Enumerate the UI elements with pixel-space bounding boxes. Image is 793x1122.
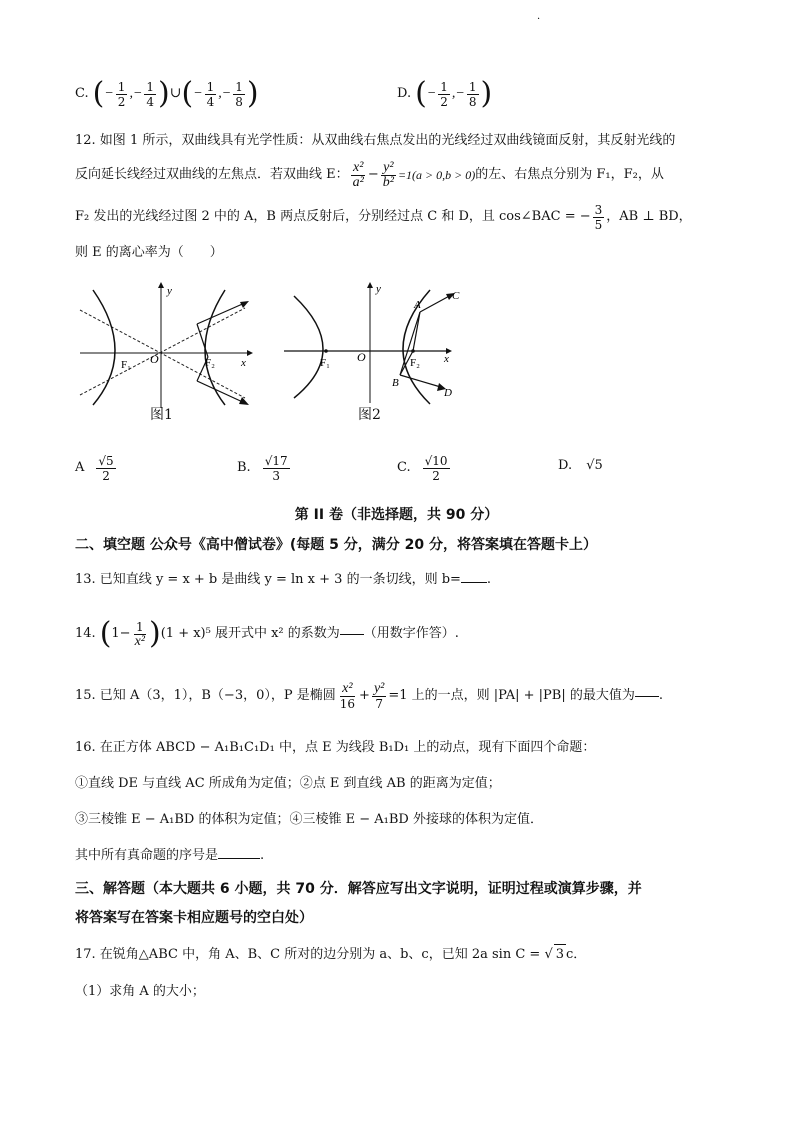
equation-rest: =1(a > 0,b > 0) xyxy=(397,168,476,182)
q12-line-3 xyxy=(75,200,692,234)
q13-text: 13. 已知直线 y = x + b 是曲线 y = ln x + 3 的一条切线，则 b= xyxy=(75,572,461,587)
answer-blank xyxy=(340,634,364,635)
q12-line-4: 则 E 的离心率为（ ） xyxy=(75,245,223,260)
sqrt-value: 3 xyxy=(554,944,566,965)
option-label: D. xyxy=(558,458,573,473)
fraction: $\frac{√17}{3}$ xyxy=(264,453,288,483)
text: ，AB ⊥ BD， xyxy=(606,209,692,224)
fraction: $\frac{√5}{2}$ xyxy=(98,453,114,483)
q17-part-1: （1）求角 A 的大小； xyxy=(75,984,205,999)
figure-2 xyxy=(280,278,460,408)
option-label: C. xyxy=(397,460,411,475)
term: ,− xyxy=(129,86,143,101)
fig1-f2: F₂ xyxy=(205,357,215,369)
q12-line-2 xyxy=(75,158,664,192)
q15-text-post: =1 上的一点，则 |PA| + |PB| 的最大值为 xyxy=(388,688,635,703)
union: ∪ xyxy=(169,86,182,101)
q16-line-3: ③三棱锥 E − A₁BD 的体积为定值；④三棱锥 E − A₁BD 外接球的体积为定值． xyxy=(75,812,543,827)
fraction: $\frac{1}{2}$ xyxy=(440,79,448,109)
fig2-x-label: x xyxy=(444,353,449,365)
fraction: $\frac{1}{8}$ xyxy=(468,79,477,109)
figure-1 xyxy=(75,280,255,410)
fig2-d: D xyxy=(444,387,452,399)
fig1-f1: F₁ xyxy=(121,359,131,371)
fraction: $\frac{3}{5}$ xyxy=(594,202,603,232)
answer-blank xyxy=(218,858,260,859)
fraction: $\frac{\text{y²}}{\text{b²}}$ xyxy=(382,159,394,190)
text: 的左、右焦点分别为 F₁，F₂，从 xyxy=(475,167,664,182)
fig1-origin: O xyxy=(150,352,159,366)
q16-line-2: ①直线 DE 与直线 AC 所成角为定值；②点 E 到直线 AB 的距离为定值； xyxy=(75,776,501,791)
answer-blank xyxy=(461,582,487,583)
fraction: $\frac{1}{\text{x²}}$ xyxy=(134,619,145,649)
fig1-asymptote xyxy=(80,308,245,395)
q14: 14. ( 1− $\frac{1}{\text{x²}}$ ) (1 + x)⁵ 展开式中 x² 的系数为 （用数字作答）. xyxy=(75,616,459,651)
fig1-caption: 图1 xyxy=(150,407,173,423)
q17: 17. 在锐角△ABC 中，角 A、B、C 所对的边分别为 a、b、c，已知 2a sin C = √ 3 c． xyxy=(75,944,586,965)
fig2-y-label: y xyxy=(376,283,381,295)
q12-option-d xyxy=(558,456,603,476)
fig2-caption: 图2 xyxy=(358,407,381,423)
q12-option-b xyxy=(237,446,292,490)
fig2-origin: O xyxy=(357,350,366,364)
fig1-asymptote xyxy=(80,310,245,398)
option-label: D. xyxy=(397,86,412,101)
fraction: $\frac{1}{2}$ xyxy=(117,79,126,109)
q14-term: 1− xyxy=(111,626,131,641)
section-title: 第 II 卷（非选择题，共 90 分） xyxy=(294,507,499,523)
page-mark: · xyxy=(537,14,541,25)
fig1-right-branch xyxy=(205,290,225,405)
q17-text: 17. 在锐角△ABC 中，角 A、B、C 所对的边分别为 a、b、c，已知 2a sin C = xyxy=(75,947,545,962)
fig2-c: C xyxy=(452,290,460,302)
q16-text: 其中所有真命题的序号是 xyxy=(75,848,219,863)
term: ,− xyxy=(451,86,465,101)
q14-end: （用数字作答）. xyxy=(363,626,459,641)
text: F₂ 发出的光线经过图 2 中的 A，B 两点反射后，分别经过点 C 和 D，且 cos∠BAC = − xyxy=(75,209,591,224)
solve-heading-1: 三、解答题（本大题共 6 小题，共 70 分．解答应写出文字说明，证明过程或演算步骤，并 xyxy=(75,881,642,897)
q16-line-1: 16. 在正方体 ABCD − A₁B₁C₁D₁ 中，点 E 为线段 B₁D₁ 上的动点，现有下面四个命题： xyxy=(75,740,596,755)
q12-option-c xyxy=(397,446,452,490)
minus: − xyxy=(367,167,379,182)
term: − xyxy=(426,86,437,101)
option-label: A xyxy=(75,460,85,475)
fig1-x-label: x xyxy=(241,357,246,369)
fraction: $\frac{\text{x²}}{\text{a²}}$ xyxy=(352,159,364,190)
option-label: C. xyxy=(75,86,89,101)
fraction: $\frac{1}{8}$ xyxy=(235,79,243,109)
fig2-f2: F₂ xyxy=(410,357,420,369)
q14-text: (1 + x)⁵ 展开式中 x² 的系数为 xyxy=(160,626,340,641)
fraction: $\frac{1}{4}$ xyxy=(206,79,215,109)
answer-blank xyxy=(635,696,659,697)
term: − xyxy=(104,86,114,101)
q12-line-1: 12. 如图 1 所示，双曲线具有光学性质：从双曲线右焦点发出的光线经过双曲线镜面反射，其反射光线的 xyxy=(75,133,676,148)
text: 反向延长线经过双曲线的左焦点．若双曲线 E： xyxy=(75,167,349,182)
q16-line-4 xyxy=(75,846,264,866)
fig2-left-branch xyxy=(294,296,323,398)
q12-option-a xyxy=(75,446,118,490)
q16-end: . xyxy=(260,848,265,863)
q13 xyxy=(75,570,491,590)
plus: + xyxy=(359,688,370,703)
fig1-left-branch xyxy=(93,290,115,405)
option-label: B. xyxy=(237,460,251,475)
fig2-b: B xyxy=(392,377,399,389)
q13-end: . xyxy=(486,572,492,587)
q14-number: 14. xyxy=(75,626,96,641)
fig2-a: A xyxy=(414,299,421,311)
q11-option-d: D. ( − $\frac{1}{2}$ ,− $\frac{1}{8}$ ) xyxy=(397,76,493,111)
q15-end: . xyxy=(658,688,663,703)
fraction: $\frac{1}{4}$ xyxy=(146,79,155,109)
fig2-f1: F₁ xyxy=(320,357,330,369)
fraction: $\frac{\text{x²}}{16}$ xyxy=(339,680,356,711)
q11-option-c: C. ( − $\frac{1}{2}$ ,− $\frac{1}{4}$ ) ∪ ( − $\frac{1}{4}$ ,− $\frac{1}{8}$ ) xyxy=(75,76,259,111)
solve-heading-2: 将答案写在答案卡相应题号的空白处） xyxy=(75,910,313,926)
term: − xyxy=(193,86,203,101)
q15-text: 15. 已知 A（3，1），B（−3，0），P 是椭圆 xyxy=(75,688,336,703)
fill-heading: 二、填空题 公众号《高中僧试卷》(每题 5 分，满分 20 分，将答案填在答题卡上） xyxy=(75,537,597,553)
fraction: $\frac{√10}{2}$ xyxy=(424,453,448,483)
option-value: √5 xyxy=(586,458,603,473)
term: ,− xyxy=(218,86,232,101)
fig1-y-label: y xyxy=(167,285,172,297)
q17-end: c． xyxy=(566,947,587,962)
fraction: $\frac{\text{y²}}{7}$ xyxy=(373,680,385,711)
q15 xyxy=(75,674,663,718)
